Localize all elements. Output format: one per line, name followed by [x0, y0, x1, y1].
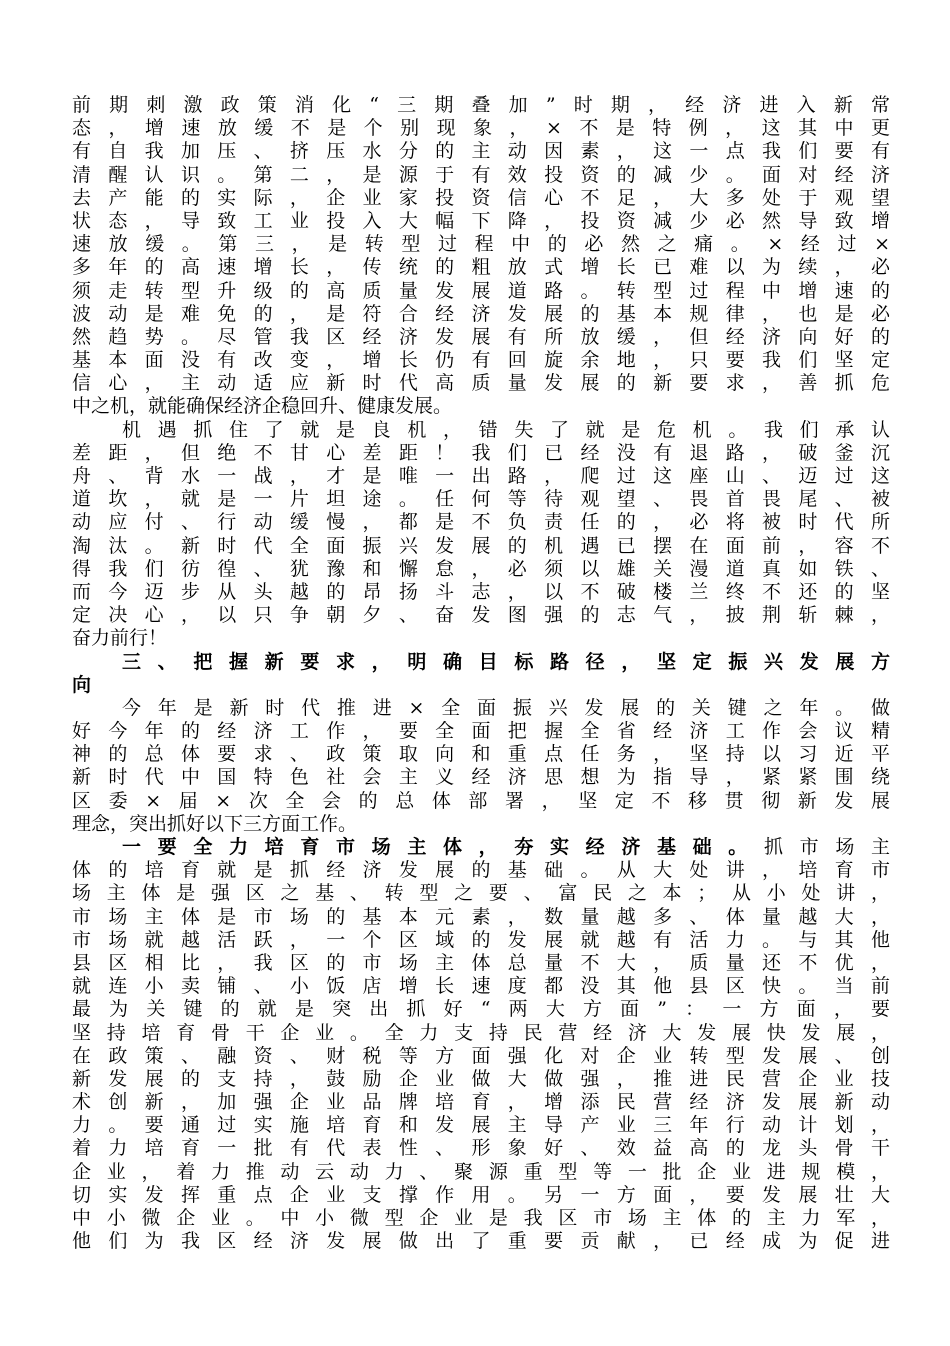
bold-lead: 一要全力培育市场主体，夯实经济基础。	[122, 836, 764, 858]
text-line: 坚持培育骨干企业。全力支持民营经济大发展快发展，	[72, 1021, 890, 1044]
text-line: 县区相比，我区的市场主体总量不大，质量还不优，	[72, 951, 890, 974]
text-line: 然趋势。尽管我区经济发展有所放缓，但经济向好的	[72, 325, 890, 348]
text-line: 企业，着力推动云动力、聚源重型等一批企业进规模，	[72, 1160, 890, 1183]
text-line: 而今迈步从头越的昂扬斗志，以不破楼兰终不还的坚	[72, 580, 890, 603]
text-line: 舟、背水一战，才是唯一出路，爬过这座山、迈过这	[72, 465, 890, 487]
text-line: 去产能的实际，企业家投资信心不足，大多处于观望	[72, 186, 890, 209]
text-line: 新发展的支持，鼓励企业做大做强，推进民营企业技	[72, 1067, 890, 1090]
text-line: 有自我加压、挤压水分的主动因素，这一点我们要有	[72, 140, 890, 163]
text-line: 动应付、行动缓慢，都是不负责任的，必将被时代所	[72, 511, 890, 534]
text-line: 道坎，就是一片坦途。任何等待观望、畏首畏尾、被	[72, 488, 890, 511]
text-line: 差距，但绝不甘心差距！我们已经没有退路，破釜沉	[72, 441, 890, 464]
heading-line: 三、把握新要求，明确目标路径，坚定振兴发展方	[122, 650, 890, 673]
lead-rest: 抓市场主	[763, 836, 890, 858]
paragraph-market-entities	[72, 836, 890, 1253]
text-line: 术创新，加强企业品牌培育，增添民营经济发展新动	[72, 1091, 890, 1114]
text-line: 好今年的经济工作，要全面把握全省经济工作会议精	[72, 720, 890, 743]
text-line: 着力培育一批有代表性、形象好、效益高的龙头骨干	[72, 1137, 890, 1160]
text-line: 体的培育就是抓经济发展的基础。从大处讲，培育市	[72, 859, 890, 882]
text-line: 理念，突出抓好以下三方面工作。	[72, 812, 358, 835]
paragraph-opportunity	[72, 419, 890, 651]
text-line: 速放缓。第三，是转型过程中的必然之痛。×经过×	[72, 233, 890, 256]
document-page	[72, 94, 890, 1253]
text-line: 清醒认识。第二，是源于有效投资的减少。面对经济	[72, 163, 890, 186]
text-line: 市场主体是市场的基本元素，数量越多、体量越大，	[72, 905, 890, 928]
text-line: 中小微企业。中小微型企业是我区市场主体的主力军，	[72, 1207, 890, 1229]
text-line: 在政策、融资、财税等方面强化对企业转型发展、创	[72, 1044, 890, 1067]
text-line: 波动是难免的，是符合经济发展的基本规律，也是必	[72, 302, 890, 325]
text-line: 新时代中国特色社会主义经济思想为指导，紧紧围绕	[72, 766, 890, 789]
text-line: 最为关键的就是突出抓好“两大方面”：一方面，要	[72, 998, 890, 1021]
text-line: 奋力前行！	[72, 627, 168, 650]
text-line	[72, 836, 890, 859]
text-line: 基本面没有改变，增长仍有回旋余地，只要我们坚定	[72, 349, 890, 372]
text-line: 前期刺激政策消化“三期叠加”时期，经济进入新常	[72, 94, 890, 116]
text-line: 场主体是强区之基、转型之要、富民之本；从小处讲，	[72, 882, 890, 905]
text-line: 今年是新时代推进×全面振兴发展的关键之年。做	[122, 696, 890, 719]
paragraph-this-year	[72, 697, 890, 836]
text-line: 定决心，以只争朝夕、奋发图强的志气，披荆斩棘，	[72, 604, 890, 627]
text-line: 就连小卖铺、小饭店增长速度都没其他县区快。当前	[72, 975, 890, 998]
section-heading-3	[72, 651, 890, 697]
text-line: 力。要通过实施培育和发展主导产业三年行动计划，	[72, 1114, 890, 1137]
text-line: 神的总体要求、政策取向和重点任务，坚持以习近平	[72, 743, 890, 766]
heading-line: 向	[72, 673, 92, 696]
text-line: 得我们彷徨、犹豫和懈怠，必须以雄关漫道真如铁、	[72, 557, 890, 580]
text-line: 市场就越活跃，一个区域的发展就越有活力。与其他	[72, 928, 890, 951]
text-line: 机遇抓住了就是良机，错失了就是危机。我们承认	[122, 418, 890, 441]
text-line: 信心，主动适应新时代高质量发展的新要求，善抓危	[72, 372, 890, 395]
text-line: 须走转型升级的高质量发展道路。转型过程中增速的	[72, 279, 890, 302]
text-line: 中之机，就能确保经济企稳回升、健康发展。	[72, 395, 453, 418]
text-line: 淘汰。新时代全面振兴发展的机遇已摆在面前，容不	[72, 534, 890, 557]
text-line: 他们为我区经济发展做出了重要贡献，已经成为促进	[72, 1230, 890, 1253]
text-line: 状态，导致工业投入大幅下降，投资减少必然导致增	[72, 209, 890, 232]
text-line: 态，增速放缓不是个别现象，×不是特例，这其中更	[72, 117, 890, 140]
text-line: 多年的高速增长，传统的粗放式增长已难以为续，必	[72, 256, 890, 279]
text-line: 切实发挥重点企业支撑作用。另一方面，要发展壮大	[72, 1183, 890, 1206]
paragraph-economy-slowdown	[72, 94, 890, 419]
text-line: 区委×届×次全会的总体部署，坚定不移贯彻新发展	[72, 789, 890, 812]
